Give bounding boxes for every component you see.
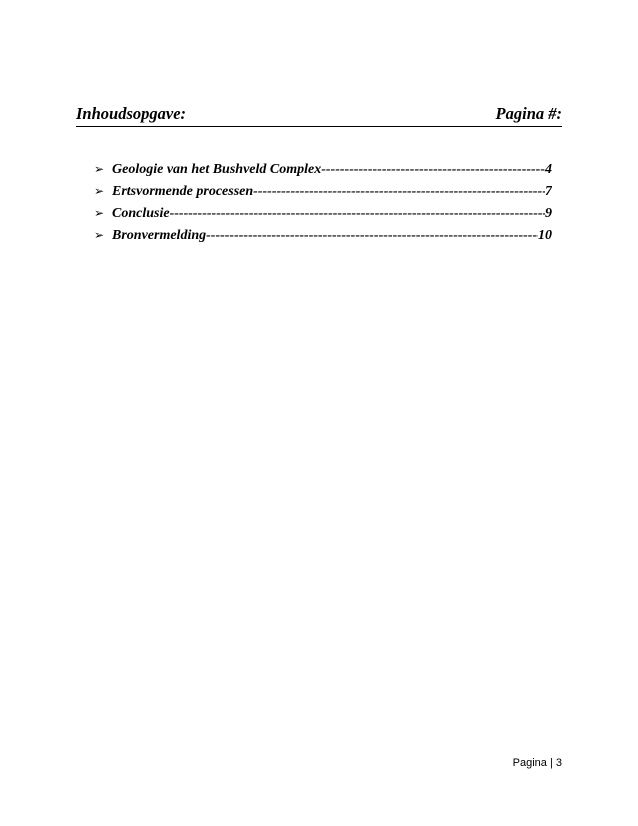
toc-list <box>94 158 552 246</box>
toc-item <box>94 158 552 180</box>
toc-title: Inhoudsopgave: <box>76 104 187 123</box>
toc-leader-dashes <box>253 181 545 202</box>
toc-item-page: 7 <box>545 184 552 199</box>
toc-item-page: 4 <box>545 162 552 177</box>
toc-item-page: 10 <box>538 228 552 243</box>
arrowhead-bullet-icon: ➢ <box>94 228 105 242</box>
toc-item <box>94 202 552 224</box>
toc-item-label: Conclusie <box>112 206 170 221</box>
toc-leader-dashes <box>170 203 545 224</box>
toc-header <box>76 104 562 127</box>
toc-item <box>94 180 552 202</box>
arrowhead-bullet-icon: ➢ <box>94 206 105 220</box>
arrowhead-bullet-icon: ➢ <box>94 162 105 176</box>
toc-item-label: Geologie van het Bushveld Complex <box>112 162 322 177</box>
toc-item-page: 9 <box>545 206 552 221</box>
toc-item-label: Ertsvormende processen <box>112 184 254 199</box>
page-footer-number: Pagina | 3 <box>512 757 562 769</box>
toc-leader-dashes <box>206 225 538 246</box>
toc-item <box>94 224 552 246</box>
toc-leader-dashes <box>321 159 545 180</box>
arrowhead-bullet-icon: ➢ <box>94 184 105 198</box>
toc-page-column-label: Pagina #: <box>495 104 562 123</box>
toc-item-label: Bronvermelding <box>112 228 207 243</box>
